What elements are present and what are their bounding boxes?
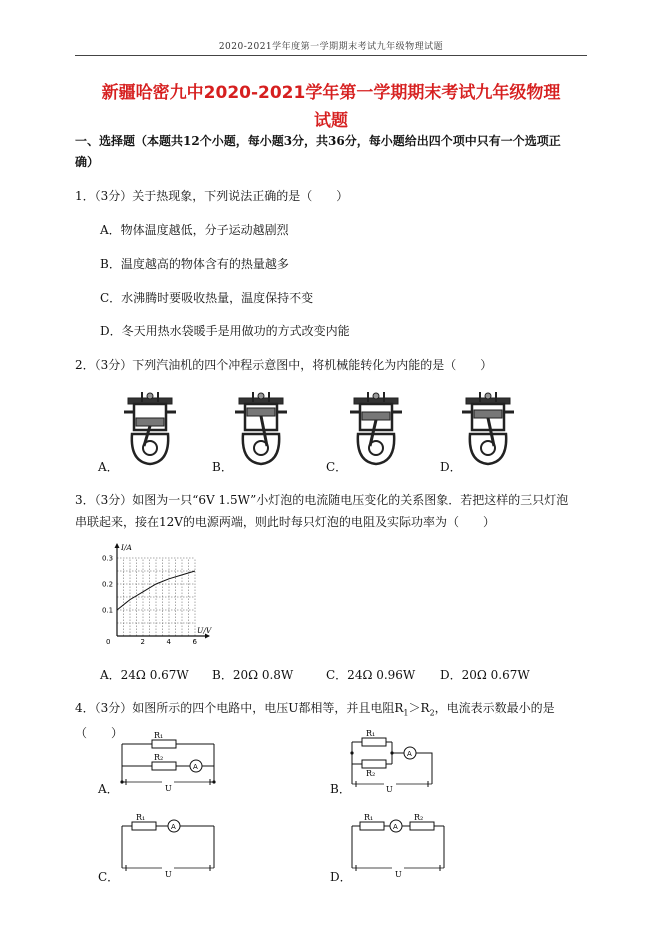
document-title-line2: 试题 xyxy=(314,111,348,131)
q3-option-b: B．20Ω 0.8W xyxy=(212,668,294,682)
q4-label-b: B． xyxy=(330,782,351,796)
circuit-d-ammeter: A xyxy=(393,823,398,831)
x-tick-label: 6 xyxy=(192,638,197,646)
chart-y-ticks xyxy=(102,555,113,615)
circuit-c-u-label: U xyxy=(165,870,172,879)
page-header: 2020-2021学年度第一学期期末考试九年级物理试题 xyxy=(218,42,444,52)
circuit-d-u-label: U xyxy=(395,870,402,879)
circuit-b-r2-label: R₂ xyxy=(366,769,376,778)
q4-label-d: D． xyxy=(330,870,352,884)
engine-diagram-b xyxy=(231,388,291,468)
y-tick-label: 0.2 xyxy=(102,580,114,589)
q4-stem-middle: ＞R xyxy=(408,701,430,715)
circuit-a xyxy=(118,730,218,792)
engine-diagram-a xyxy=(120,388,180,468)
q3-option-c: C．24Ω 0.96W xyxy=(326,668,416,682)
q2-label-c: C． xyxy=(326,460,348,474)
q2-stem: 2．（3分）下列汽油机的四个冲程示意图中，将机械能转化为内能的是（ ） xyxy=(75,358,493,372)
q2-label-d: D． xyxy=(440,460,462,474)
circuit-a-r2-label: R₂ xyxy=(154,753,164,762)
section-heading-line1: 一、选择题（本题共12个小题，每小题3分，共36分，每小题给出四个项中只有一个选项正 xyxy=(75,134,561,148)
q3-stem-line2: 串联起来，接在12V的电源两端，则此时每只灯泡的电阻及实际功率为（ ） xyxy=(75,515,495,529)
engine-diagram-d xyxy=(458,388,518,468)
q4-stem-suffix: ，电流表示数最小的是（ ） xyxy=(75,701,555,741)
y-tick-label: 0.1 xyxy=(102,606,114,615)
chart-grid xyxy=(117,558,195,636)
q4-stem-prefix: 4．（3分）如图所示的四个电路中，电压U都相等，并且电阻R xyxy=(75,701,404,715)
circuit-d xyxy=(348,812,448,882)
q4-label-c: C． xyxy=(98,870,120,884)
q1-option-d: D．冬天用热水袋暖手是用做功的方式改变内能 xyxy=(100,324,350,338)
chart-y-arrow xyxy=(115,543,120,548)
q4-label-a: A． xyxy=(98,782,119,796)
circuit-b-r1-label: R₁ xyxy=(366,729,376,738)
q2-label-a: A． xyxy=(98,460,119,474)
chart-x-ticks xyxy=(106,638,198,646)
q3-option-a: A．24Ω 0.67W xyxy=(100,668,189,682)
iu-chart xyxy=(95,540,235,650)
circuit-a-u-label: U xyxy=(165,784,172,793)
circuit-d-r2-label: R₂ xyxy=(414,813,424,822)
circuit-c-r1-label: R₁ xyxy=(136,813,146,822)
q4-sub-2: 2 xyxy=(429,708,435,718)
circuit-a-r1-label: R₁ xyxy=(154,731,164,740)
section-heading-line2: 确） xyxy=(75,155,100,169)
x-tick-label: 2 xyxy=(140,638,145,646)
circuit-a-ammeter: A xyxy=(193,763,198,771)
circuit-c-ammeter: A xyxy=(171,823,176,831)
x-tick-label: 0 xyxy=(106,638,111,646)
chart-x-label: U/V xyxy=(197,626,212,635)
circuit-b xyxy=(348,728,438,794)
chart-y-label: I/A xyxy=(121,543,132,552)
q3-option-d: D．20Ω 0.67W xyxy=(440,668,530,682)
circuit-b-ammeter: A xyxy=(407,750,412,758)
x-tick-label: 4 xyxy=(166,638,171,646)
engine-diagram-c xyxy=(346,388,406,468)
q3-stem-line1: 3．（3分）如图为一只“6V 1.5W”小灯泡的电流随电压变化的关系图象．若把这样的三只灯泡 xyxy=(75,493,569,507)
circuit-b-u-label: U xyxy=(386,785,393,794)
q4-sub-1: 1 xyxy=(403,708,409,718)
q1-option-a: A．物体温度越低，分子运动越剧烈 xyxy=(100,223,289,237)
header-divider xyxy=(75,55,587,56)
circuit-d-r1-label: R₁ xyxy=(364,813,374,822)
q2-label-b: B． xyxy=(212,460,233,474)
circuit-c xyxy=(118,812,218,882)
document-title-line1: 新疆哈密九中2020-2021学年第一学期期末考试九年级物理 xyxy=(101,83,561,103)
q1-option-b: B．温度越高的物体含有的热量越多 xyxy=(100,257,289,271)
q1-stem: 1．（3分）关于热现象，下列说法正确的是（ ） xyxy=(75,189,349,203)
y-tick-label: 0.3 xyxy=(102,554,114,563)
q1-option-c: C．水沸腾时要吸收热量，温度保持不变 xyxy=(100,291,314,305)
